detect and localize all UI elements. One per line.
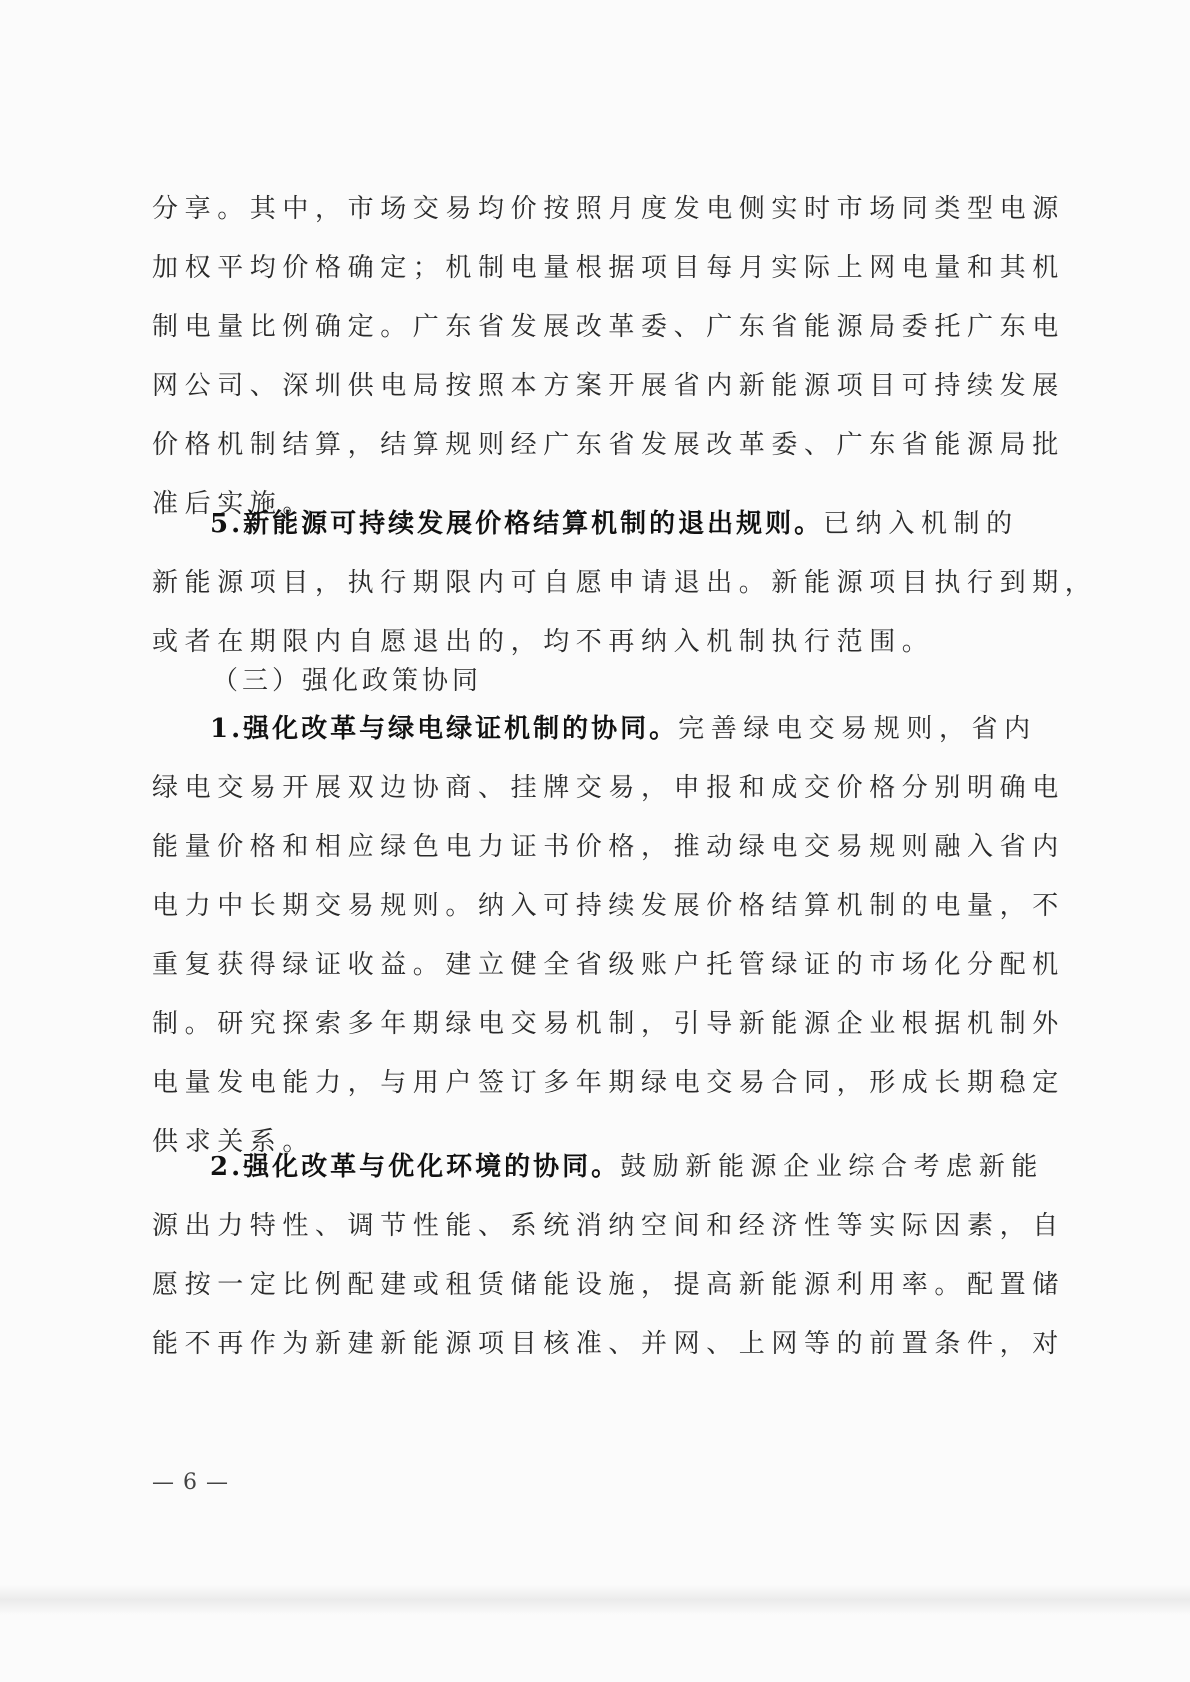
paragraph-environment <box>152 1138 1065 1374</box>
text-line <box>152 1138 1044 1197</box>
text-line: 价格机制结算，结算规则经广东省发展改革委、广东省能源局批 <box>152 430 1065 460</box>
text-line: 重复获得绿证收益。建立健全省级账户托管绿证的市场化分配机 <box>152 950 1065 980</box>
item-heading: 2.强化改革与优化环境的协同。 <box>210 1152 621 1182</box>
text-line: 供求关系。 <box>152 1127 316 1157</box>
page-number: — 6 — <box>152 1470 229 1495</box>
text-line: 加权平均价格确定；机制电量根据项目每月实际上网电量和其机 <box>152 253 1065 283</box>
paragraph-settlement-details <box>152 180 1065 534</box>
text-line <box>152 700 1037 759</box>
text-line: 愿按一定比例配建或租赁储能设施，提高新能源利用率。配置储 <box>152 1270 1065 1300</box>
text-run: 完善绿电交易规则，省内 <box>678 714 1037 744</box>
text-line: 源出力特性、调节性能、系统消纳空间和经济性等实际因素，自 <box>152 1211 1065 1241</box>
text-line: 或者在期限内自愿退出的，均不再纳入机制执行范围。 <box>152 627 935 657</box>
text-line: 制电量比例确定。广东省发展改革委、广东省能源局委托广东电 <box>152 312 1065 342</box>
text-line: 分享。其中，市场交易均价按照月度发电侧实时市场同类型电源 <box>152 194 1065 224</box>
text-run: 已纳入机制的 <box>823 509 1019 539</box>
text-line: 准后实施。 <box>152 489 316 519</box>
text-line <box>152 495 1019 554</box>
text-line: 制。研究探索多年期绿电交易机制，引导新能源企业根据机制外 <box>152 1009 1065 1039</box>
section-heading: （三）强化政策协同 <box>212 666 483 696</box>
text-line: 绿电交易开展双边协商、挂牌交易，申报和成交价格分别明确电 <box>152 773 1065 803</box>
text-line: 新能源项目，执行期限内可自愿申请退出。新能源项目执行到期， <box>152 568 1098 598</box>
scan-shadow <box>0 1585 1190 1615</box>
paragraph-exit-rules <box>152 495 1098 672</box>
text-line: 能量价格和相应绿色电力证书价格，推动绿电交易规则融入省内 <box>152 832 1065 862</box>
text-line: 能不再作为新建新能源项目核准、并网、上网等的前置条件，对 <box>152 1329 1065 1359</box>
paragraph-green-certificate <box>152 700 1065 1172</box>
text-line: 电力中长期交易规则。纳入可持续发展价格结算机制的电量，不 <box>152 891 1065 921</box>
text-line: 网公司、深圳供电局按照本方案开展省内新能源项目可持续发展 <box>152 371 1065 401</box>
text-line: 电量发电能力，与用户签订多年期绿电交易合同，形成长期稳定 <box>152 1068 1065 1098</box>
text-run: 鼓励新能源企业综合考虑新能 <box>620 1152 1044 1182</box>
item-heading: 1.强化改革与绿电绿证机制的协同。 <box>210 714 679 744</box>
item-heading: 5.新能源可持续发展价格结算机制的退出规则。 <box>210 509 824 539</box>
